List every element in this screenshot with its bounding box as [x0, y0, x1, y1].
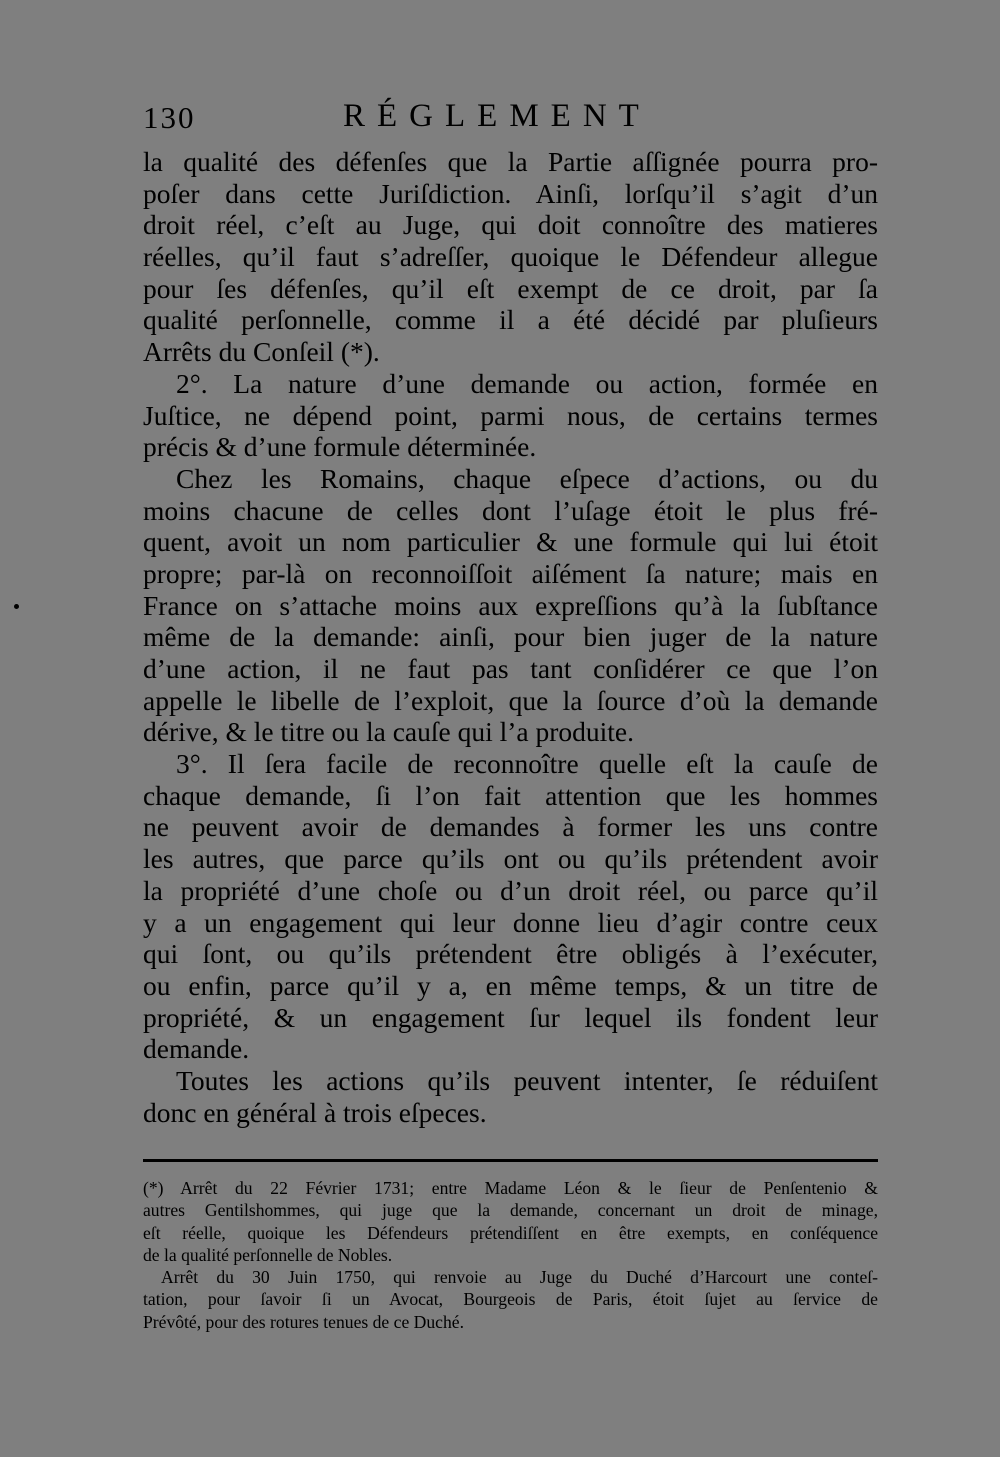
footnote-line: tation, pour ſavoir ſi un Avocat, Bourgeois de Paris, étoit ſujet au ſervice de — [143, 1289, 878, 1310]
body-line: propriété, & un engagement ſur lequel ils fondent leur — [143, 1001, 878, 1033]
body-line: d’une action, il ne faut pas tant conſidérer ce que l’on — [143, 653, 878, 684]
body-line: même de la demande: ainſi, pour bien juger de la nature — [143, 621, 878, 653]
body-line: chaque demande, ſi l’on fait attention que les hommes — [143, 779, 878, 811]
body-line: appelle le libelle de l’exploit, que la ſource d’où la demande — [143, 684, 878, 716]
page-number: 130 — [143, 100, 196, 135]
footnote-line: autres Gentilshommes, qui juge que la demande, concernant un droit de minage, — [143, 1200, 878, 1221]
body-line: qui ſont, ou qu’ils prétendent être obligés à l’exécuter, — [143, 938, 878, 970]
body-line: la propriété d’une choſe ou d’un droit réel, ou parce qu’il — [143, 874, 878, 906]
body-line: ne peuvent avoir de demandes à former les uns contre — [143, 811, 878, 843]
margin-speck — [14, 604, 19, 609]
body-line: Juſtice, ne dépend point, parmi nous, de certains termes — [143, 399, 878, 431]
body-line: 3°. Il ſera facile de reconnoître quelle eſt la cauſe de — [176, 748, 878, 780]
body-line: les autres, que parce qu’ils ont ou qu’ils prétendent avoir — [143, 843, 878, 875]
body-line: réelles, qu’il faut s’adreſſer, quoique le Défendeur allegue — [143, 241, 878, 273]
footnote-line: (*) Arrêt du 22 Février 1731; entre Madame Léon & le ſieur de Penſentenio & — [143, 1178, 878, 1198]
body-text — [143, 146, 878, 1128]
footnote-separator-rule — [143, 1159, 878, 1162]
body-line: France on s’attache moins aux expreſſions qu’à la ſubſtance — [143, 589, 878, 621]
body-line: Arrêts du Conſeil (*). — [143, 336, 380, 368]
body-line: y a un engagement qui leur donne lieu d’agir contre ceux — [143, 906, 878, 938]
footnotes — [143, 1177, 878, 1333]
footnote-line: de la qualité perſonnelle de Nobles. — [143, 1244, 393, 1265]
body-line: Chez les Romains, chaque eſpece d’actions, ou du — [176, 462, 878, 494]
running-head: RÉGLEMENT — [343, 98, 651, 134]
body-line: ou enfin, parce qu’il y a, en même temps, & un titre de — [143, 969, 878, 1001]
body-line: dérive, & le titre ou la cauſe qui l’a produite. — [143, 716, 634, 748]
body-line: 2°. La nature d’une demande ou action, formée en — [176, 367, 878, 399]
body-line: qualité perſonnelle, comme il a été décidé par pluſieurs — [143, 304, 878, 336]
body-line: propre; par-là on reconnoiſſoit aiſément ſa nature; mais en — [143, 557, 878, 589]
body-line: demande. — [143, 1033, 250, 1065]
body-line: donc en général à trois eſpeces. — [143, 1096, 487, 1128]
body-line: précis & d’une formule déterminée. — [143, 431, 537, 463]
body-line: quent, avoit un nom particulier & une formule qui lui étoit — [143, 526, 878, 558]
footnote-line: eſt réelle, quoique les Défendeurs prétendiſſent en être exempts, en conſéquence — [143, 1222, 878, 1243]
body-line: moins chacune de celles dont l’uſage étoit le plus fré- — [143, 494, 878, 526]
page-header — [143, 98, 878, 138]
body-line: droit réel, c’eſt au Juge, qui doit connoître des matieres — [143, 209, 878, 241]
body-line: la qualité des défenſes que la Partie aſſignée pourra pro- — [143, 146, 878, 177]
footnote-line: Prévôté, pour des rotures tenues de ce Duché. — [143, 1311, 464, 1332]
footnote-line: Arrêt du 30 Juin 1750, qui renvoie au Juge du Duché d’Harcourt une conteſ- — [161, 1267, 878, 1288]
body-line: poſer dans cette Juriſdiction. Ainſi, lorſqu’il s’agit d’un — [143, 177, 878, 209]
body-line: Toutes les actions qu’ils peuvent intenter, ſe réduiſent — [176, 1064, 878, 1096]
body-line: pour ſes défenſes, qu’il eſt exempt de ce droit, par ſa — [143, 272, 878, 304]
